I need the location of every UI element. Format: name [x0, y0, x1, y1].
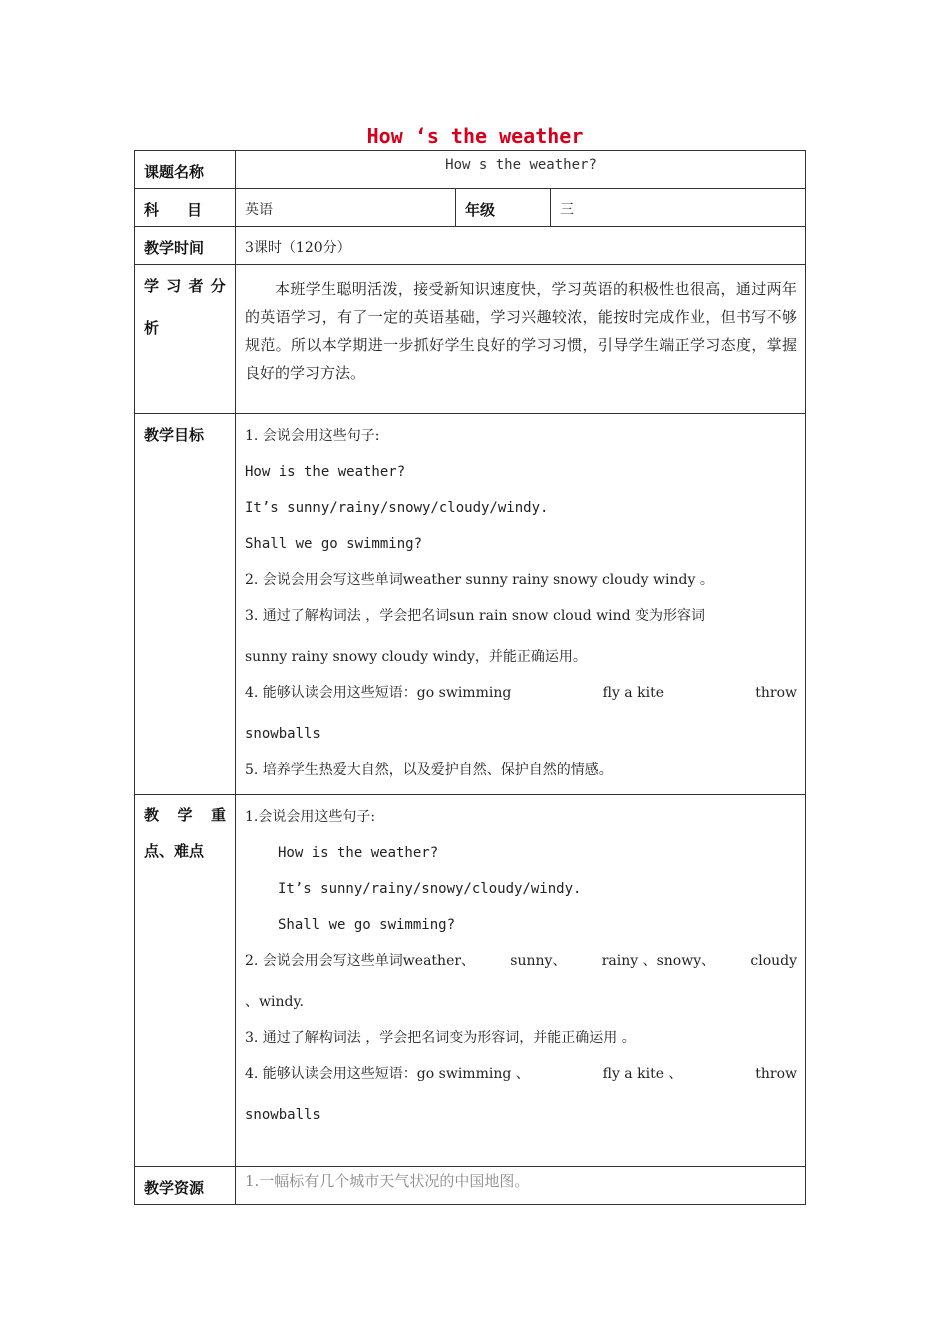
resources-value: 1.一幅标有几个城市天气状况的中国地图。	[236, 1167, 806, 1205]
keypoint-line: 3. 通过了解构词法 ，学会把名词变为形容词，并能正确运用 。	[245, 1030, 636, 1046]
objective-line: Shall we go swimming?	[245, 536, 423, 552]
row-objectives	[135, 414, 806, 795]
objective-line: How is the weather?	[245, 464, 406, 480]
objective-line: 4. 能够认读会用这些短语：go swimming fly a kite throw	[245, 685, 798, 701]
subject-value: 英语	[236, 189, 456, 227]
row-keypoints	[135, 795, 806, 1167]
grade-value: 三	[551, 189, 806, 227]
objective-line: 1. 会说会用这些句子:	[245, 428, 380, 444]
row-time	[135, 227, 806, 265]
keypoint-line: 4. 能够认读会用这些短语：go swimming 、 fly a kite 、 throw	[245, 1066, 798, 1082]
subject-label: 科 目	[135, 189, 236, 227]
objective-line: sunny rainy snowy cloudy windy，并能正确运用。	[245, 649, 587, 665]
lesson-plan-table	[134, 150, 806, 1205]
topic-label: 课题名称	[135, 151, 236, 189]
objective-line: 2. 会说会用会写这些单词weather sunny rainy snowy cloudy windy 。	[245, 572, 714, 588]
topic-value: How s the weather?	[236, 151, 806, 189]
keypoint-line: 1.会说会用这些句子:	[245, 809, 376, 825]
row-topic	[135, 151, 806, 189]
time-label: 教学时间	[135, 227, 236, 265]
row-learner	[135, 265, 806, 414]
keypoint-line: Shall we go swimming?	[278, 917, 456, 933]
objective-line: It’s sunny/rainy/snowy/cloudy/windy.	[245, 500, 549, 516]
keypoint-line: snowballs	[245, 1107, 321, 1123]
keypoint-line: How is the weather?	[278, 845, 439, 861]
learner-analysis-text: 本班学生聪明活泼，接受新知识速度快，学习英语的积极性也很高，通过两年的英语学习，有了一定的英语基础，学习兴趣较浓，能按时完成作业，但书写不够规范。所以本学期进一步抓好学生良好的学习习惯，引导学生端正学习态度，掌握良好的学习方法。	[236, 265, 806, 414]
keypoints-content	[236, 795, 806, 1167]
objective-line: 3. 通过了解构词法 ，学会把名词sun rain snow cloud wind 变为形容词	[245, 608, 706, 624]
keypoint-line: 、windy.	[245, 994, 304, 1010]
objective-line: snowballs	[245, 726, 321, 742]
keypoints-label: 教 学 重 点、难点	[135, 795, 236, 1167]
row-resources	[135, 1167, 806, 1205]
document-title: How ‘s the weather	[366, 124, 584, 148]
objectives-label: 教学目标	[135, 414, 236, 795]
row-subject	[135, 189, 806, 227]
resources-label: 教学资源	[135, 1167, 236, 1205]
objectives-content	[236, 414, 806, 795]
keypoint-line: It’s sunny/rainy/snowy/cloudy/windy.	[278, 881, 582, 897]
objective-line: 5. 培养学生热爱大自然，以及爱护自然、保护自然的情感。	[245, 762, 613, 778]
keypoint-line: 2. 会说会用会写这些单词weather、 sunny、 rainy 、snowy、 cloudy	[245, 953, 798, 969]
time-value: 3课时（120分）	[236, 227, 806, 265]
grade-label: 年级	[456, 189, 551, 227]
learner-label: 学 习 者 分 析	[135, 265, 236, 414]
